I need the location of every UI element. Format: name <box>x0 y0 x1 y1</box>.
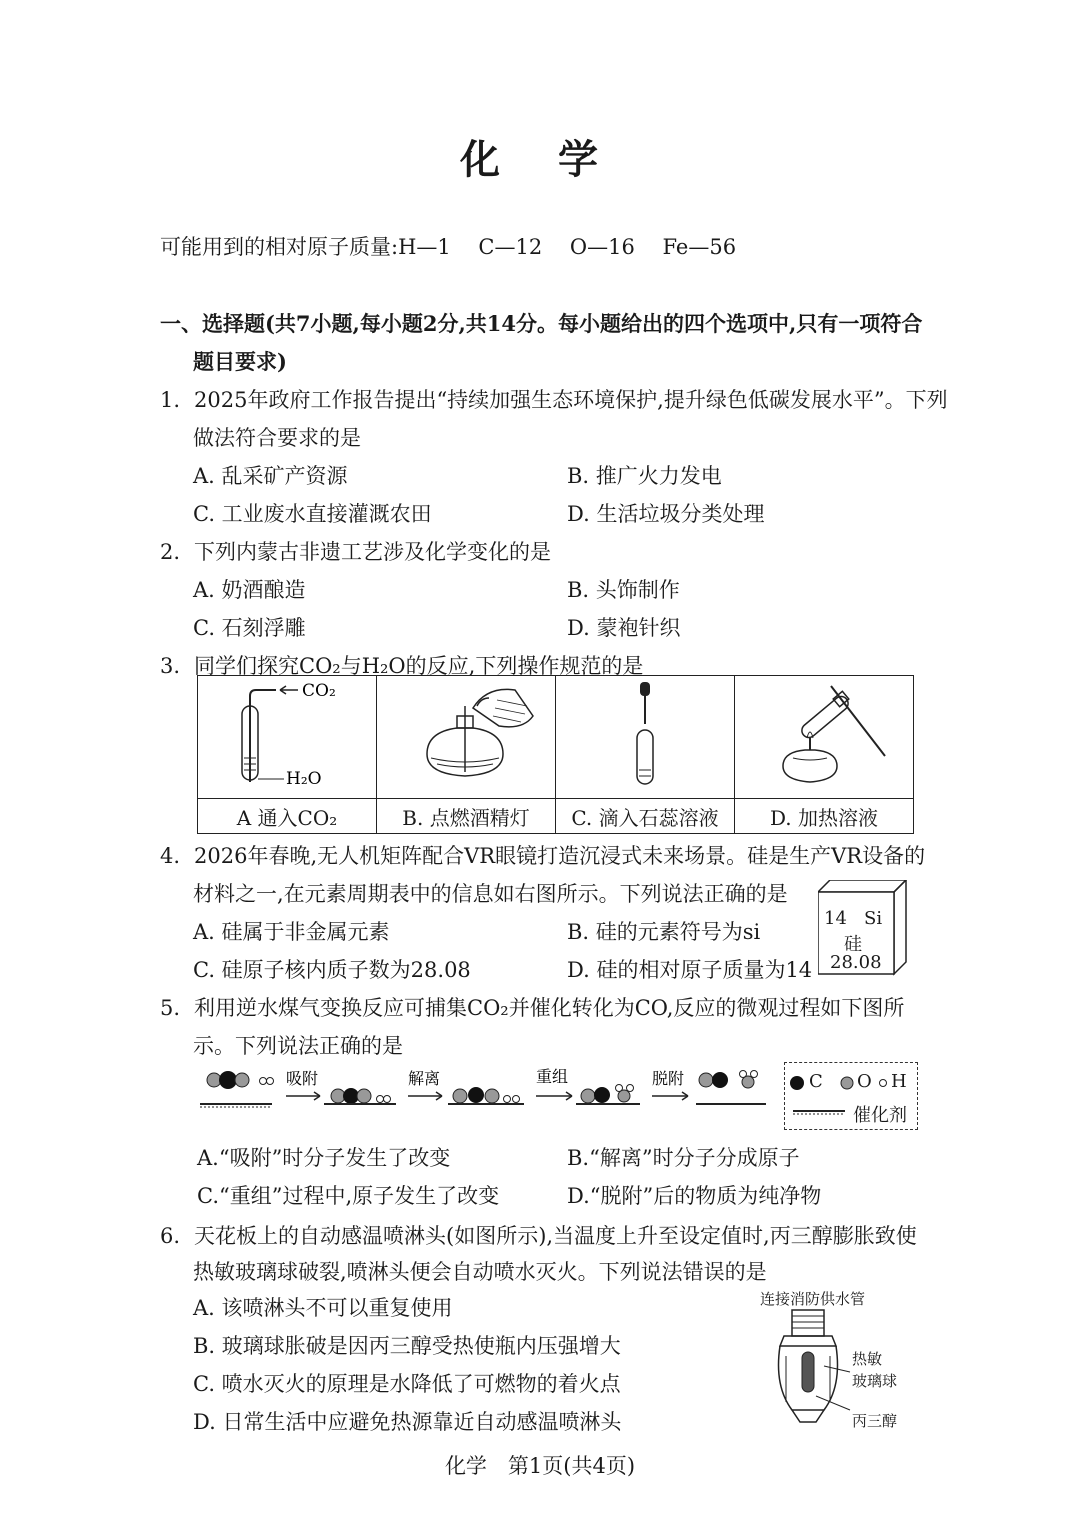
q2-option-c[interactable]: C. 石刻浮雕 <box>193 616 306 640</box>
co2-test-tube-icon <box>198 676 376 794</box>
product-molecules-icon <box>699 1071 758 1089</box>
q2-number: 2. <box>160 540 181 564</box>
alcohol-lamp-icon <box>377 676 555 794</box>
section-heading: 一、选择题(共7小题,每小题2分,共14分。每小题给出的四个选项中,只有一项符合 <box>160 311 923 336</box>
q5-stem-line1: 利用逆水煤气变换反应可捕集CO₂并催化转化为CO,反应的微观过程如下图所 <box>194 996 905 1020</box>
element-name: 硅 <box>844 934 862 955</box>
q6-option-b[interactable]: B. 玻璃球胀破是因丙三醇受热使瓶内压强增大 <box>193 1334 621 1358</box>
q3-image-b[interactable] <box>377 676 556 799</box>
q2-stem <box>160 536 551 566</box>
label-glycerol: 丙三醇 <box>852 1412 898 1430</box>
q3-option-d[interactable]: D. 加热溶液 <box>735 799 914 834</box>
q3-option-b[interactable]: B. 点燃酒精灯 <box>377 799 556 834</box>
adsorbed-molecules-icon <box>331 1088 391 1104</box>
legend-h: H <box>891 1071 907 1092</box>
q4-stem-line1: 2026年春晚,无人机矩阵配合VR眼镜打造沉浸式未来场景。硅是生产VR设备的 <box>194 844 926 868</box>
element-mass: 28.08 <box>830 952 882 973</box>
q3-operations-table <box>197 675 914 834</box>
q6-option-c[interactable]: C. 喷水灭火的原理是水降低了可燃物的着火点 <box>193 1372 621 1396</box>
legend-catalyst: 催化剂 <box>853 1105 907 1126</box>
q5-option-a[interactable]: A.“吸附”时分子发生了改变 <box>197 1146 451 1170</box>
q1-stem-line1: 2025年政府工作报告提出“持续加强生态环境保护,提升绿色低碳发展水平”。下列 <box>194 388 948 412</box>
legend-c: C <box>809 1071 823 1092</box>
dropper-icon <box>556 676 734 794</box>
reaction-process-diagram <box>196 1060 776 1114</box>
q3-image-d[interactable] <box>735 676 914 799</box>
q5-option-b[interactable]: B.“解离”时分子分成原子 <box>567 1146 800 1170</box>
q5-option-c[interactable]: C.“重组”过程中,原子发生了改变 <box>197 1184 500 1208</box>
q6-option-a[interactable]: A. 该喷淋头不可以重复使用 <box>193 1296 453 1320</box>
step-adsorb: 吸附 <box>286 1069 319 1088</box>
q6-stem <box>160 1220 917 1250</box>
q2-option-b[interactable]: B. 头饰制作 <box>567 578 680 602</box>
q3-option-c[interactable]: C. 滴入石蕊溶液 <box>556 799 735 834</box>
q1-number: 1. <box>160 388 181 412</box>
q3-stem-text: 同学们探究CO₂与H₂O的反应,下列操作规范的是 <box>194 654 644 678</box>
co2-label: CO₂ <box>302 681 336 701</box>
q4-stem <box>160 840 925 870</box>
q5-stem-line2: 示。下列说法正确的是 <box>193 1034 403 1058</box>
q5-option-d[interactable]: D.“脱附”后的物质为纯净物 <box>567 1184 822 1208</box>
dissociated-atoms-icon <box>453 1087 520 1103</box>
q5-stem <box>160 992 904 1022</box>
silicon-periodic-cell <box>818 880 906 974</box>
element-symbol: Si <box>864 908 883 929</box>
q1-stem <box>160 384 948 414</box>
q4-option-d[interactable]: D. 硅的相对原子质量为14 <box>567 958 813 982</box>
q6-number: 6. <box>160 1224 181 1248</box>
q3-image-a[interactable] <box>198 676 377 799</box>
heating-tube-icon <box>735 676 913 794</box>
q3-image-c[interactable] <box>556 676 735 799</box>
q1-stem-line2: 做法符合要求的是 <box>193 426 361 450</box>
q4-number: 4. <box>160 844 181 868</box>
recombined-molecules-icon <box>581 1085 634 1104</box>
q4-option-b[interactable]: B. 硅的元素符号为si <box>567 920 761 944</box>
q3-number: 3. <box>160 654 181 678</box>
q4-option-a[interactable]: A. 硅属于非金属元素 <box>193 920 390 944</box>
q2-option-a[interactable]: A. 奶酒酿造 <box>193 578 306 602</box>
element-number: 14 <box>824 908 847 929</box>
label-bulb-1: 热敏 <box>852 1350 883 1368</box>
q2-option-d[interactable]: D. 蒙袍针织 <box>567 616 681 640</box>
q6-option-d[interactable]: D. 日常生活中应避免热源靠近自动感温喷淋头 <box>193 1410 622 1434</box>
atomic-masses: 可能用到的相对原子质量:H—1 C—12 O—16 Fe—56 <box>160 235 737 259</box>
q1-option-c[interactable]: C. 工业废水直接灌溉农田 <box>193 502 432 526</box>
q2-stem-text: 下列内蒙古非遗工艺涉及化学变化的是 <box>194 540 551 564</box>
step-recombine: 重组 <box>536 1067 569 1086</box>
page-footer: 化学 第1页(共4页) <box>444 1454 636 1478</box>
q6-stem-line1: 天花板上的自动感温喷淋头(如图所示),当温度上升至设定值时,丙三醇膨胀致使 <box>194 1224 917 1248</box>
step-dissociate: 解离 <box>408 1069 441 1088</box>
co2-h2-molecules-icon <box>207 1071 274 1089</box>
q1-option-b[interactable]: B. 推广火力发电 <box>567 464 722 488</box>
sprinkler-head-icon <box>766 1306 856 1426</box>
page-title: 化 学 <box>460 136 620 183</box>
q6-stem-line2: 热敏玻璃球破裂,喷淋头便会自动喷水灭火。下列说法错误的是 <box>193 1260 767 1284</box>
label-water-pipe: 连接消防供水管 <box>760 1290 866 1308</box>
section-heading-cont: 题目要求) <box>193 349 287 374</box>
h2o-label: H₂O <box>286 769 322 789</box>
q1-option-a[interactable]: A. 乱采矿产资源 <box>193 464 348 488</box>
q4-stem-line2: 材料之一,在元素周期表中的信息如右图所示。下列说法正确的是 <box>193 882 788 906</box>
q1-option-d[interactable]: D. 生活垃圾分类处理 <box>567 502 765 526</box>
q3-option-a[interactable]: A 通入CO₂ <box>198 799 377 834</box>
label-bulb-2: 玻璃球 <box>852 1372 898 1390</box>
q5-legend <box>784 1062 918 1130</box>
q4-option-c[interactable]: C. 硅原子核内质子数为28.08 <box>193 958 471 982</box>
step-desorb: 脱附 <box>652 1069 685 1088</box>
legend-o: O <box>857 1071 872 1092</box>
q5-number: 5. <box>160 996 181 1020</box>
